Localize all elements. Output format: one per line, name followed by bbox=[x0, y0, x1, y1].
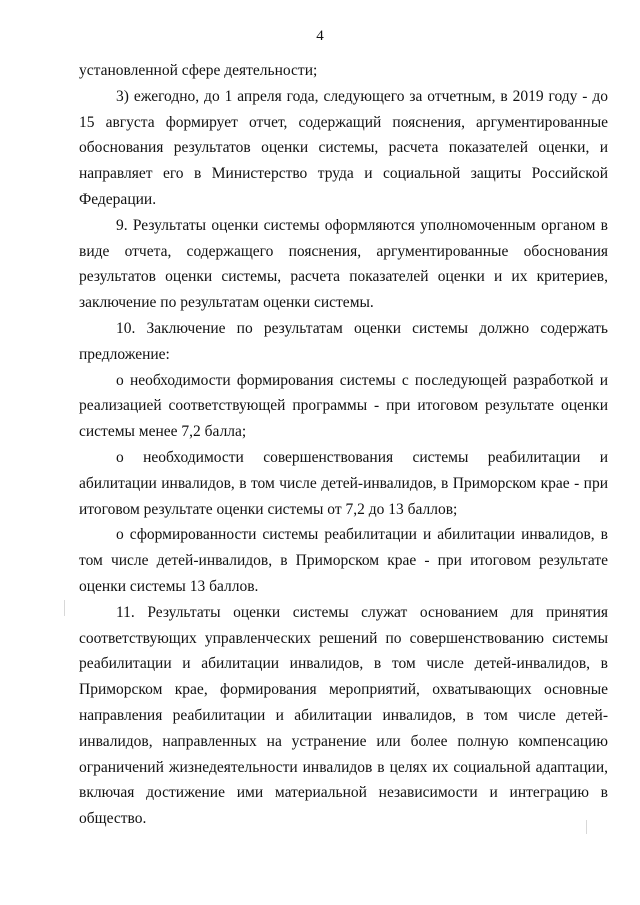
scan-mark-left bbox=[64, 600, 65, 616]
paragraph-continuation: установленной сфере деятельности; bbox=[79, 62, 318, 79]
page-number: 4 bbox=[316, 28, 324, 44]
proposal-formed: о сформированности системы реабилитации и абилитации инвалидов, в том числе детей-инвалидов, в Приморском крае - при итоговом результате оценки системы 13 баллов. bbox=[79, 526, 608, 595]
proposal-improvement: о необходимости совершенствования системы реабилитации и абилитации инвалидов, в том числе детей-инвалидов, в Приморском крае - при итоговом результате оценки системы от 7,2 до 13 баллов; bbox=[79, 448, 608, 518]
paragraph-11: 11. Результаты оценки системы служат основанием для принятия соответствующих управленческих решений по совершенствованию системы реабилитации и абилитации инвалидов, в том числе детей-инвалидов, в Приморском крае, формирования мероприятий, охватывающих основные направления реабилитации и абилитации инвалидов, в том числе детей-инвалидов, направленных на устранение или более полную компенсацию ограничений жизнедеятельности инвалидов в целях их социальной адаптации, включая достижение ими материальной независимости и интеграцию в общество. bbox=[79, 603, 608, 828]
paragraph-item-3: 3) ежегодно, до 1 апреля года, следующего за отчетным, в 2019 году - до 15 августа формирует отчет, содержащий пояснения, аргументированные обоснования результатов оценки системы, расчета показателей оценки, и направляет его в Министерство труда и социальной защиты Российской Федерации. bbox=[79, 87, 608, 208]
paragraph-9: 9. Результаты оценки системы оформляются уполномоченным органом в виде отчета, содержащего пояснения, аргументированные обоснования результатов оценки системы, расчета показателей оценки и их критериев, заключение по результатам оценки системы. bbox=[79, 216, 608, 312]
paragraph-10: 10. Заключение по результатам оценки системы должно содержать предложение: bbox=[79, 319, 608, 363]
document-body bbox=[79, 58, 608, 832]
scan-mark-right bbox=[586, 820, 587, 834]
proposal-formation: о необходимости формирования системы с последующей разработкой и реализацией соответствующей программы - при итоговом результате оценки системы менее 7,2 балла; bbox=[79, 371, 608, 441]
